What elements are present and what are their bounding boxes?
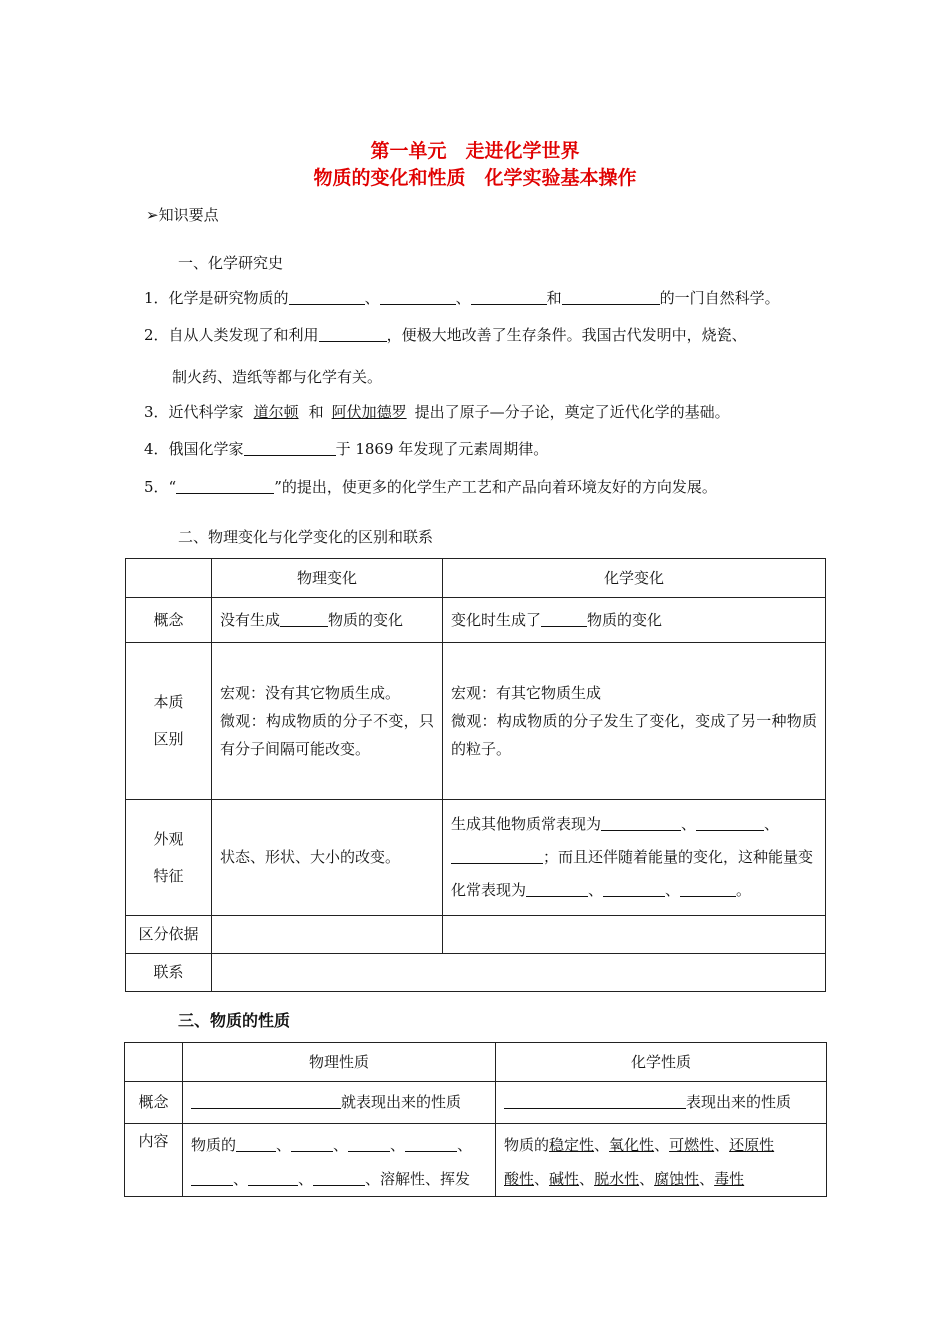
title-unit: 第一单元 走进化学世界 <box>370 140 580 162</box>
basis-physical-cell <box>212 916 443 954</box>
blank <box>289 289 365 305</box>
chemical-content-cell: 物质的稳定性、氧化性、可燃性、还原性 酸性、碱性、脱水性、腐蚀性、毒性 <box>496 1124 827 1197</box>
physical-essence-cell: 宏观：没有其它物质生成。 微观：构成物质的分子不变，只有分子间隔可能改变。 <box>212 643 443 800</box>
item-2-cont: 制火药、造纸等都与化学有关。 <box>172 368 383 386</box>
chemical-property-concept-cell: 表现出来的性质 <box>496 1082 827 1124</box>
relation-cell <box>212 954 826 992</box>
col-chemical-property: 化学性质 <box>496 1043 827 1082</box>
chemical-appearance-cell: 生成其他物质常表现为 、 、 ；而且还伴随着能量的变化，这种能量变化常表现为 、 、 。 <box>443 800 826 916</box>
chemical-concept-cell: 变化时生成了 物质的变化 <box>443 598 826 643</box>
blank <box>319 326 387 342</box>
properties-table <box>124 1042 827 1197</box>
row-label-content: 内容 <box>125 1124 183 1197</box>
row-label-basis: 区分依据 <box>126 916 212 954</box>
item-1: 1．化学是研究物质的 、 、 和 的一门自然科学。 <box>144 289 780 307</box>
col-chemical-change: 化学变化 <box>443 559 826 598</box>
row-label-property-concept: 概念 <box>125 1082 183 1124</box>
section3-heading: 三、物质的性质 <box>178 1011 291 1030</box>
col-physical-property: 物理性质 <box>183 1043 496 1082</box>
physical-property-concept-cell: 就表现出来的性质 <box>183 1082 496 1124</box>
title-topic: 物质的变化和性质 化学实验基本操作 <box>313 167 637 189</box>
basis-chemical-cell <box>443 916 826 954</box>
physical-concept-cell: 没有生成 物质的变化 <box>212 598 443 643</box>
item-2: 2．自从人类发现了和利用 ，便极大地改善了生存条件。我国古代发明中，烧瓷、 <box>144 326 747 344</box>
row-label-relation: 联系 <box>126 954 212 992</box>
section1-heading: 一、化学研究史 <box>178 254 284 272</box>
row-label-appearance: 外观 特征 <box>126 800 212 916</box>
knowledge-points-label: ➢知识要点 <box>146 206 219 224</box>
item-5: 5．“ ”的提出，使更多的化学生产工艺和产品向着环境友好的方向发展。 <box>144 478 717 496</box>
blank <box>380 289 456 305</box>
change-comparison-table <box>125 558 826 992</box>
blank <box>176 478 274 494</box>
physical-content-cell: 物质的 、 、 、 、 、 、 、溶解性、挥发 <box>183 1124 496 1197</box>
blank <box>471 289 547 305</box>
section2-heading: 二、物理变化与化学变化的区别和联系 <box>178 528 434 546</box>
arrow-bullet-icon: ➢ <box>146 206 159 224</box>
blank <box>244 440 336 456</box>
item-4: 4．俄国化学家 于 1869 年发现了元素周期律。 <box>144 440 549 458</box>
row-label-essence: 本质 区别 <box>126 643 212 800</box>
item-3: 3．近代科学家 道尔顿 和 阿伏加德罗 提出了原子—分子论，奠定了近代化学的基础。 <box>144 403 730 421</box>
col-physical-change: 物理变化 <box>212 559 443 598</box>
blank <box>562 289 660 305</box>
row-label-concept: 概念 <box>126 598 212 643</box>
physical-appearance-cell: 状态、形状、大小的改变。 <box>212 800 443 916</box>
chemical-essence-cell: 宏观：有其它物质生成 微观：构成物质的分子发生了变化，变成了另一种物质的粒子。 <box>443 643 826 800</box>
